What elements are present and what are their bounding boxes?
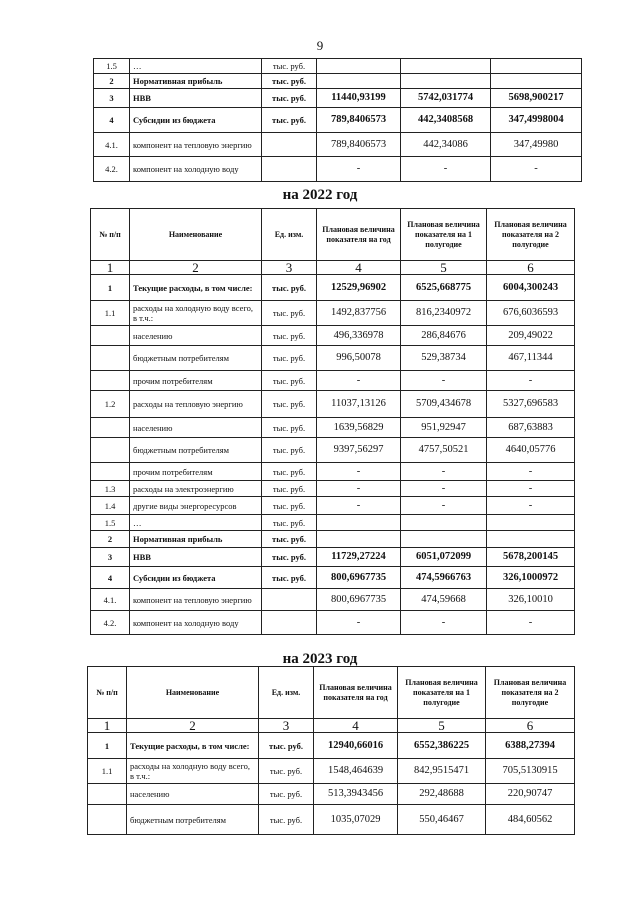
value-half1: 951,92947 — [401, 418, 487, 438]
table-row — [91, 391, 575, 418]
column-number: 6 — [487, 261, 575, 275]
column-number: 3 — [262, 261, 317, 275]
value-half1 — [401, 531, 487, 548]
row-code — [91, 326, 130, 346]
value-year — [317, 515, 401, 531]
row-unit: тыс. руб. — [262, 326, 317, 346]
row-unit: тыс. руб. — [262, 301, 317, 326]
header-half1: Плановая величина показателя на 1 полугодие — [401, 209, 487, 261]
table-row — [94, 59, 582, 74]
row-name: НВВ — [130, 89, 262, 108]
column-number: 4 — [314, 719, 398, 733]
header-name: Наименование — [130, 209, 262, 261]
row-unit: тыс. руб. — [262, 108, 317, 133]
table-row — [91, 515, 575, 531]
value-half1: - — [401, 497, 487, 515]
value-half1: - — [401, 611, 487, 635]
row-code — [88, 784, 127, 805]
value-half1: - — [401, 157, 491, 182]
table-row — [88, 733, 575, 759]
value-half2: 220,90747 — [486, 784, 575, 805]
row-name: населению — [130, 326, 262, 346]
row-unit: тыс. руб. — [262, 89, 317, 108]
row-code: 3 — [91, 548, 130, 567]
value-half1: 4757,50521 — [401, 438, 487, 463]
top-table — [93, 58, 582, 182]
value-year: - — [317, 497, 401, 515]
value-half1: - — [401, 371, 487, 391]
row-code: 1 — [88, 733, 127, 759]
table-row — [91, 481, 575, 497]
table-row — [91, 275, 575, 301]
row-unit: тыс. руб. — [262, 391, 317, 418]
value-half1: 442,34086 — [401, 133, 491, 157]
value-half1: 5742,031774 — [401, 89, 491, 108]
row-unit: тыс. руб. — [262, 481, 317, 497]
value-half2: - — [487, 463, 575, 481]
header-number: № п/п — [91, 209, 130, 261]
value-year: 9397,56297 — [317, 438, 401, 463]
table-row — [94, 157, 582, 182]
table-row — [91, 418, 575, 438]
table-header — [88, 667, 575, 719]
row-name: компонент на тепловую энергию — [130, 589, 262, 611]
row-unit: тыс. руб. — [262, 438, 317, 463]
value-half2: 6388,27394 — [486, 733, 575, 759]
value-year: 800,6967735 — [317, 589, 401, 611]
value-year: 1639,56829 — [317, 418, 401, 438]
header-number: № п/п — [88, 667, 127, 719]
column-numbers-row — [91, 261, 575, 275]
table-row — [91, 548, 575, 567]
row-name: Нормативная прибыль — [130, 74, 262, 89]
row-name: Текущие расходы, в том числе: — [127, 733, 259, 759]
row-code: 4.1. — [94, 133, 130, 157]
row-code: 2 — [91, 531, 130, 548]
page-number: 9 — [316, 38, 324, 53]
value-half2: - — [487, 481, 575, 497]
row-name: другие виды энергоресурсов — [130, 497, 262, 515]
value-year: 513,3943456 — [314, 784, 398, 805]
value-half2: - — [491, 157, 582, 182]
value-year — [317, 59, 401, 74]
value-half2: 676,6036593 — [487, 301, 575, 326]
header-year: Плановая величина показателя на год — [317, 209, 401, 261]
row-name: расходы на тепловую энергию — [130, 391, 262, 418]
value-year: - — [317, 481, 401, 497]
row-name: … — [130, 515, 262, 531]
value-half1: - — [401, 481, 487, 497]
table-row — [91, 589, 575, 611]
value-year: 496,336978 — [317, 326, 401, 346]
table-header — [91, 209, 575, 261]
value-half1: 5709,434678 — [401, 391, 487, 418]
row-code: 1.4 — [91, 497, 130, 515]
row-code: 1.3 — [91, 481, 130, 497]
row-name: расходы на холодную воду всего, в т.ч.: — [130, 301, 262, 326]
row-code — [88, 805, 127, 835]
row-code: 1.1 — [91, 301, 130, 326]
row-unit: тыс. руб. — [259, 759, 314, 784]
row-name: компонент на тепловую энергию — [130, 133, 262, 157]
value-half2: 326,10010 — [487, 589, 575, 611]
value-half2: 209,49022 — [487, 326, 575, 346]
table-2022 — [90, 208, 575, 635]
value-year: 11037,13126 — [317, 391, 401, 418]
row-code: 4 — [91, 567, 130, 589]
row-unit: тыс. руб. — [262, 515, 317, 531]
row-unit: тыс. руб. — [262, 548, 317, 567]
row-unit: тыс. руб. — [262, 74, 317, 89]
value-half2: 326,1000972 — [487, 567, 575, 589]
value-half1 — [401, 74, 491, 89]
table-row — [91, 497, 575, 515]
table-row — [91, 438, 575, 463]
column-number: 1 — [88, 719, 127, 733]
row-name: прочим потребителям — [130, 371, 262, 391]
value-year: 800,6967735 — [317, 567, 401, 589]
value-year: - — [317, 611, 401, 635]
value-half2 — [491, 74, 582, 89]
row-code: 3 — [94, 89, 130, 108]
column-number: 5 — [401, 261, 487, 275]
column-number: 5 — [398, 719, 486, 733]
year-title-2023: на 2023 год — [282, 651, 358, 667]
header-half2: Плановая величина показателя на 2 полугодие — [486, 667, 575, 719]
value-half1: 6552,386225 — [398, 733, 486, 759]
value-half2 — [491, 59, 582, 74]
table-row — [91, 567, 575, 589]
row-unit: тыс. руб. — [259, 784, 314, 805]
value-half2: 687,63883 — [487, 418, 575, 438]
table-row — [91, 531, 575, 548]
row-code: 1.2 — [91, 391, 130, 418]
value-half1 — [401, 515, 487, 531]
row-name: компонент на холодную воду — [130, 157, 262, 182]
row-code: 1.1 — [88, 759, 127, 784]
year-title-2022: на 2022 год — [282, 187, 358, 203]
row-code — [91, 463, 130, 481]
value-half2: 484,60562 — [486, 805, 575, 835]
value-half2: 347,49980 — [491, 133, 582, 157]
row-unit — [262, 133, 317, 157]
value-year: 12940,66016 — [314, 733, 398, 759]
row-code — [91, 346, 130, 371]
value-half2: 347,4998004 — [491, 108, 582, 133]
row-name: НВВ — [130, 548, 262, 567]
value-year: - — [317, 157, 401, 182]
value-half2: 4640,05776 — [487, 438, 575, 463]
value-year: 789,8406573 — [317, 133, 401, 157]
value-year: 11440,93199 — [317, 89, 401, 108]
row-code: 2 — [94, 74, 130, 89]
table-row — [94, 89, 582, 108]
column-number: 2 — [130, 261, 262, 275]
row-unit: тыс. руб. — [262, 275, 317, 301]
value-year — [317, 74, 401, 89]
row-unit: тыс. руб. — [262, 531, 317, 548]
value-half1: 6525,668775 — [401, 275, 487, 301]
column-number: 6 — [486, 719, 575, 733]
row-code — [91, 371, 130, 391]
value-half2: - — [487, 371, 575, 391]
table-row — [91, 301, 575, 326]
value-half2: 5327,696583 — [487, 391, 575, 418]
column-numbers-row — [88, 719, 575, 733]
table-row — [91, 611, 575, 635]
row-code: 4 — [94, 108, 130, 133]
row-unit: тыс. руб. — [262, 418, 317, 438]
row-code: 1.5 — [94, 59, 130, 74]
row-name: бюджетным потребителям — [130, 438, 262, 463]
column-number: 1 — [91, 261, 130, 275]
header-name: Наименование — [127, 667, 259, 719]
value-year: 996,50078 — [317, 346, 401, 371]
value-half1: 442,3408568 — [401, 108, 491, 133]
column-number: 2 — [127, 719, 259, 733]
column-number: 4 — [317, 261, 401, 275]
row-name: Текущие расходы, в том числе: — [130, 275, 262, 301]
header-half1: Плановая величина показателя на 1 полугодие — [398, 667, 486, 719]
value-year: - — [317, 463, 401, 481]
table-row — [88, 784, 575, 805]
row-code: 1.5 — [91, 515, 130, 531]
column-number: 3 — [259, 719, 314, 733]
value-half1: 474,59668 — [401, 589, 487, 611]
table-row — [91, 346, 575, 371]
value-half2: - — [487, 497, 575, 515]
value-year: 1035,07029 — [314, 805, 398, 835]
table-row — [94, 133, 582, 157]
table-row — [91, 371, 575, 391]
row-name: Субсидии из бюджета — [130, 108, 262, 133]
row-code: 4.1. — [91, 589, 130, 611]
row-code — [91, 418, 130, 438]
value-half1 — [401, 59, 491, 74]
value-year: - — [317, 371, 401, 391]
row-unit — [262, 611, 317, 635]
header-unit: Ед. изм. — [262, 209, 317, 261]
table-row — [94, 74, 582, 89]
value-half1: - — [401, 463, 487, 481]
row-name: Субсидии из бюджета — [130, 567, 262, 589]
table-row — [88, 805, 575, 835]
row-code: 4.2. — [91, 611, 130, 635]
table-row — [91, 463, 575, 481]
row-name: компонент на холодную воду — [130, 611, 262, 635]
row-unit: тыс. руб. — [262, 567, 317, 589]
row-unit: тыс. руб. — [262, 463, 317, 481]
value-half1: 292,48688 — [398, 784, 486, 805]
value-half2: 6004,300243 — [487, 275, 575, 301]
value-half2 — [487, 515, 575, 531]
table-row — [91, 326, 575, 346]
row-name: прочим потребителям — [130, 463, 262, 481]
row-code — [91, 438, 130, 463]
value-half1: 842,9515471 — [398, 759, 486, 784]
value-year — [317, 531, 401, 548]
row-unit: тыс. руб. — [262, 371, 317, 391]
value-half2 — [487, 531, 575, 548]
row-unit: тыс. руб. — [262, 346, 317, 371]
row-name: Нормативная прибыль — [130, 531, 262, 548]
value-half1: 529,38734 — [401, 346, 487, 371]
header-year: Плановая величина показателя на год — [314, 667, 398, 719]
row-name: … — [130, 59, 262, 74]
row-name: расходы на холодную воду всего, в т.ч.: — [127, 759, 259, 784]
table-row — [88, 759, 575, 784]
row-name: бюджетным потребителям — [130, 346, 262, 371]
value-half1: 286,84676 — [401, 326, 487, 346]
value-half1: 6051,072099 — [401, 548, 487, 567]
row-unit: тыс. руб. — [262, 497, 317, 515]
value-half1: 550,46467 — [398, 805, 486, 835]
value-half2: 467,11344 — [487, 346, 575, 371]
value-half2: 705,5130915 — [486, 759, 575, 784]
row-name: населению — [127, 784, 259, 805]
value-year: 12529,96902 — [317, 275, 401, 301]
row-name: бюджетным потребителям — [127, 805, 259, 835]
value-year: 1548,464639 — [314, 759, 398, 784]
value-year: 11729,27224 — [317, 548, 401, 567]
value-half2: - — [487, 611, 575, 635]
table-row — [94, 108, 582, 133]
value-half2: 5698,900217 — [491, 89, 582, 108]
row-unit: тыс. руб. — [259, 805, 314, 835]
value-year: 789,8406573 — [317, 108, 401, 133]
value-half2: 5678,200145 — [487, 548, 575, 567]
row-unit — [262, 157, 317, 182]
row-name: расходы на электроэнергию — [130, 481, 262, 497]
row-unit: тыс. руб. — [259, 733, 314, 759]
row-name: населению — [130, 418, 262, 438]
header-half2: Плановая величина показателя на 2 полугодие — [487, 209, 575, 261]
header-unit: Ед. изм. — [259, 667, 314, 719]
row-unit — [262, 589, 317, 611]
value-year: 1492,837756 — [317, 301, 401, 326]
row-code: 4.2. — [94, 157, 130, 182]
row-code: 1 — [91, 275, 130, 301]
row-unit: тыс. руб. — [262, 59, 317, 74]
value-half1: 816,2340972 — [401, 301, 487, 326]
value-half1: 474,5966763 — [401, 567, 487, 589]
table-2023 — [87, 666, 575, 835]
